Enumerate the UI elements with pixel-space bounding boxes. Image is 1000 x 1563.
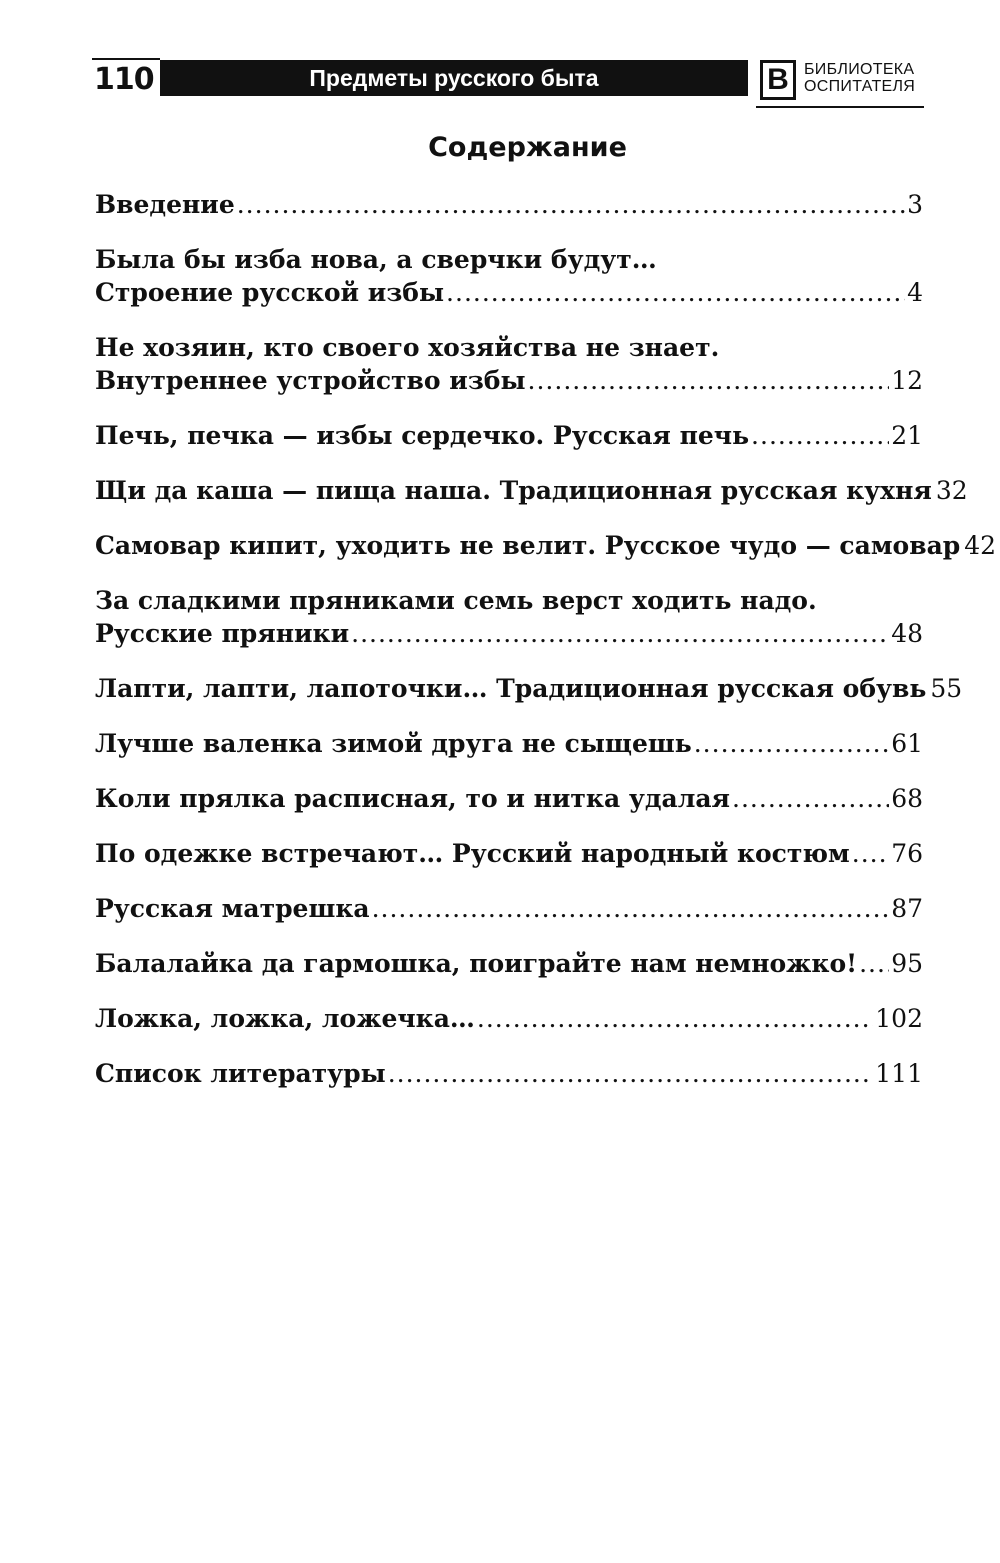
- toc-entry: [95, 243, 923, 309]
- series-logo-line2: ОСПИТАТЕЛЯ: [804, 78, 916, 95]
- dot-leader: [694, 727, 889, 760]
- toc-entry-title: Внутреннее устройство избы: [95, 366, 526, 395]
- toc-page-number: 61: [891, 729, 923, 758]
- series-logo-text: [804, 61, 915, 95]
- running-header: [92, 56, 924, 108]
- series-logo-letter: В: [760, 60, 796, 100]
- dot-leader: [477, 1002, 873, 1035]
- toc-entry: [95, 419, 923, 452]
- toc-page-number: 55: [930, 674, 963, 703]
- toc-entry-title: Самовар кипит, уходить не велит. Русское чудо — самовар: [95, 531, 961, 560]
- toc-title: Содержание: [428, 132, 627, 163]
- toc-entry-line: [95, 892, 923, 925]
- toc-page-number: 48: [891, 619, 923, 648]
- dot-leader: [528, 364, 890, 397]
- toc-entry-title: Щи да каша — пища наша. Традиционная русская кухня: [95, 476, 932, 505]
- toc-entry-line: [95, 782, 923, 815]
- toc-entry-line: [95, 474, 968, 507]
- toc-entry-heading: За сладкими пряниками семь верст ходить надо.: [95, 586, 817, 615]
- toc-entry: [95, 672, 963, 705]
- toc-entry: [95, 1002, 923, 1035]
- toc-page-number: 76: [891, 839, 923, 868]
- toc-entry-title: Балалайка да гармошка, поиграйте нам немножко!: [95, 949, 858, 978]
- running-title: Предметы русского быта: [160, 60, 748, 96]
- dot-leader: [388, 1057, 874, 1090]
- toc-entry: [95, 892, 923, 925]
- toc-entry: [95, 782, 923, 815]
- toc-entry-line: [95, 672, 963, 705]
- toc-page-number: 12: [891, 366, 923, 395]
- toc-page-number: 3: [907, 190, 923, 219]
- toc-entry-title: Ложка, ложка, ложечка…: [95, 1004, 475, 1033]
- dot-leader: [237, 188, 905, 221]
- toc-entry-line: [95, 419, 923, 452]
- dot-leader: [732, 782, 889, 815]
- toc-entry-title: Лапти, лапти, лапоточки… Традиционная русская обувь: [95, 674, 927, 703]
- toc-entry-line: [95, 947, 923, 980]
- dot-leader: [852, 837, 889, 870]
- toc-page-number: 111: [875, 1059, 923, 1088]
- toc-page-number: 4: [907, 278, 923, 307]
- toc-entry-line: [95, 1057, 923, 1090]
- toc-entry-line: [95, 617, 923, 650]
- toc-page-number: 68: [891, 784, 923, 813]
- toc-entry-title: Русские пряники: [95, 619, 350, 648]
- toc-entry-title: Список литературы: [95, 1059, 386, 1088]
- toc-entry: [95, 474, 968, 507]
- toc-entry-heading: Была бы изба нова, а сверчки будут…: [95, 245, 657, 274]
- table-of-contents: [95, 188, 997, 1112]
- toc-entry-line: [95, 727, 923, 760]
- toc-page-number: 87: [891, 894, 923, 923]
- dot-leader: [751, 419, 889, 452]
- series-logo: [756, 56, 924, 108]
- toc-entry-line: [95, 837, 923, 870]
- dot-leader: [351, 617, 889, 650]
- toc-page-number: 42: [964, 531, 997, 560]
- toc-entry-title: Печь, печка — избы сердечко. Русская печь: [95, 421, 750, 450]
- toc-entry-title: Коли прялка расписная, то и нитка удалая: [95, 784, 731, 813]
- toc-entry: [95, 584, 923, 650]
- toc-entry-line: [95, 364, 923, 397]
- series-logo-line1: БИБЛИОТЕКА: [804, 61, 915, 78]
- toc-entry-title: По одежке встречают… Русский народный костюм: [95, 839, 850, 868]
- toc-entry-title: Русская матрешка: [95, 894, 370, 923]
- toc-entry-heading: Не хозяин, кто своего хозяйства не знает.: [95, 333, 720, 362]
- toc-entry: [95, 1057, 923, 1090]
- dot-leader: [372, 892, 890, 925]
- toc-entry-line: [95, 188, 923, 221]
- toc-entry-line: [95, 276, 923, 309]
- toc-entry: [95, 727, 923, 760]
- header-rule: [92, 58, 160, 60]
- toc-entry: [95, 188, 923, 221]
- toc-page-number: 102: [875, 1004, 923, 1033]
- toc-entry: [95, 837, 923, 870]
- toc-page-number: 95: [891, 949, 923, 978]
- toc-entry-line: [95, 1002, 923, 1035]
- toc-entry-line: [95, 529, 997, 562]
- toc-entry: [95, 529, 997, 562]
- toc-page-number: 21: [891, 421, 923, 450]
- toc-entry-title: Лучше валенка зимой друга не сыщешь: [95, 729, 692, 758]
- dot-leader: [859, 947, 889, 980]
- toc-entry-title: Строение русской избы: [95, 278, 445, 307]
- toc-entry-title: Введение: [95, 190, 235, 219]
- page-number: 110: [94, 62, 154, 97]
- dot-leader: [446, 276, 905, 309]
- toc-page-number: 32: [935, 476, 968, 505]
- toc-entry: [95, 331, 923, 397]
- toc-entry: [95, 947, 923, 980]
